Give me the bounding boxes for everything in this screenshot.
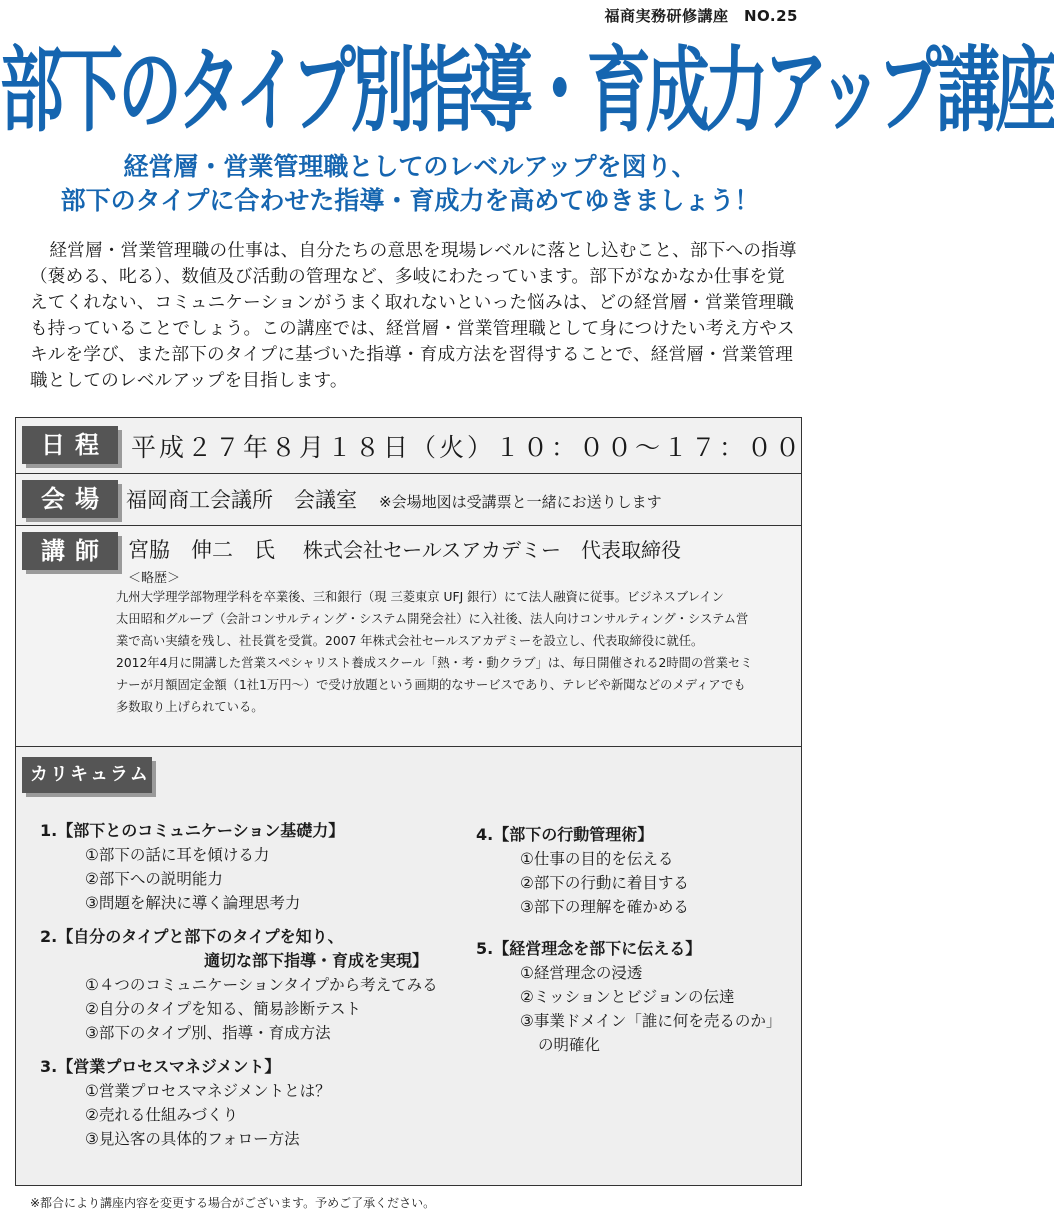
intro-paragraph bbox=[30, 238, 800, 394]
list-item: ①経営理念の浸透 bbox=[520, 964, 643, 982]
bio-line: 多数取り上げられている。 bbox=[116, 700, 264, 714]
venue-name: 福岡商工会議所 会議室 bbox=[126, 488, 357, 512]
list-item-continued: の明確化 bbox=[538, 1036, 601, 1054]
curriculum-section-3 bbox=[40, 1055, 480, 1151]
curriculum-box bbox=[15, 746, 802, 1186]
venue-row bbox=[16, 474, 801, 526]
curriculum-label: カリキュラム bbox=[22, 757, 152, 793]
list-item: ①仕事の目的を伝える bbox=[520, 850, 674, 868]
curriculum-left-column bbox=[40, 819, 480, 1161]
bio-line: 太田昭和グループ（会計コンサルティング・システム開発会社）に入社後、法人向けコンサルティング・システム営 bbox=[116, 612, 749, 626]
section-heading: 2.【自分のタイプと部下のタイプを知り、 bbox=[40, 927, 344, 946]
lecturer-name: 宮脇 伸二 氏 bbox=[128, 538, 275, 562]
venue-label: 会場 bbox=[22, 480, 118, 518]
bio-heading: ＜略歴＞ bbox=[128, 571, 181, 586]
list-item: ①４つのコミュニケーションタイプから考えてみる bbox=[85, 976, 438, 994]
section-heading-continued: 適切な部下指導・育成を実現】 bbox=[204, 951, 429, 970]
subtitle-line-1: 経営層・営業管理職としてのレベルアップを図り、 bbox=[123, 152, 697, 181]
list-item: ③見込客の具体的フォロー方法 bbox=[85, 1130, 300, 1148]
list-item: ③事業ドメイン「誰に何を売るのか」 bbox=[520, 1012, 782, 1030]
bio-line: 業で高い実績を残し、社長賞を受賞。2007 年株式会社セールスアカデミーを設立し、代表取締役に就任。 bbox=[116, 634, 704, 648]
list-item: ②自分のタイプを知る、簡易診断テスト bbox=[85, 1000, 362, 1018]
list-item: ②ミッションとビジョンの伝達 bbox=[520, 988, 735, 1006]
list-item: ①部下の話に耳を傾ける力 bbox=[85, 846, 270, 864]
list-item: ③部下のタイプ別、指導・育成方法 bbox=[85, 1024, 331, 1042]
section-heading: 3.【営業プロセスマネジメント】 bbox=[40, 1057, 281, 1076]
list-item: ②部下の行動に着目する bbox=[520, 874, 689, 892]
curriculum-section-2 bbox=[40, 925, 480, 1045]
subtitle-line-2: 部下のタイプに合わせた指導・育成力を高めてゆきましょう！ bbox=[60, 186, 760, 215]
list-item: ②売れる仕組みづくり bbox=[85, 1106, 239, 1124]
lecturer-bio bbox=[116, 586, 796, 718]
list-item: ②部下への説明能力 bbox=[85, 870, 223, 888]
curriculum-right-column bbox=[476, 823, 796, 1067]
lecturer-row bbox=[16, 526, 801, 746]
section-heading: 1.【部下とのコミュニケーション基礎力】 bbox=[40, 821, 345, 840]
curriculum-section-5 bbox=[476, 937, 796, 1057]
lecturer-label: 講師 bbox=[22, 532, 118, 570]
lecturer-name-line bbox=[128, 534, 681, 564]
footer-note: ※都合により講座内容を変更する場合がございます。予めご了承ください。 bbox=[30, 1196, 436, 1210]
schedule-row bbox=[16, 418, 804, 474]
list-item: ①営業プロセスマネジメントとは？ bbox=[85, 1082, 331, 1100]
list-item: ③部下の理解を確かめる bbox=[520, 898, 689, 916]
section-heading: 4.【部下の行動管理術】 bbox=[476, 825, 654, 844]
curriculum-section-4 bbox=[476, 823, 796, 919]
venue-note: ※会場地図は受講票と一緒にお送りします bbox=[379, 493, 662, 511]
bio-line: ナーが月額固定金額（1社1万円～）で受け放題という画期的なサービスであり、テレビや新聞などのメディアでも bbox=[116, 678, 746, 692]
list-item: ③問題を解決に導く論理思考力 bbox=[85, 894, 301, 912]
intro-text: 経営層・営業管理職の仕事は、自分たちの意思を現場レベルに落とし込むこと、部下への指導（褒める、叱る）、数値及び活動の管理など、多岐にわたっています。部下がなかなか仕事を覚えてくれない、コミュニケーションがうまく取れないといった悩みは、どの経営層・営業管理職も持っていることでしょう。この講座では、経営層・営業管理職として身につけたい考え方やスキルを学び、また部下のタイプに基づいた指導・育成方法を習得することで、経営層・営業管理職としてのレベルアップを目指します。 bbox=[30, 241, 797, 391]
curriculum-section-1 bbox=[40, 819, 480, 915]
series-number: 福商実務研修講座 NO.25 bbox=[604, 7, 798, 25]
subtitle bbox=[0, 150, 820, 218]
schedule-value: 平成２７年８月１８日（火）１０：００～１７：００ bbox=[131, 433, 804, 462]
lecturer-company: 株式会社セールスアカデミー 代表取締役 bbox=[303, 538, 681, 562]
bio-line: 2012年4月に開講した営業スペシャリスト養成スクール「熱・考・動クラブ」は、毎日開催される2時間の営業セミ bbox=[116, 656, 753, 670]
bio-line: 九州大学理学部物理学科を卒業後、三和銀行（現 三菱東京 UFJ 銀行）にて法人融資に従事。ビジネスブレイン bbox=[116, 590, 724, 604]
main-title: 部下のタイプ別指導・育成力アップ講座 bbox=[0, 38, 1054, 146]
section-heading: 5.【経営理念を部下に伝える】 bbox=[476, 939, 702, 958]
event-info-box bbox=[15, 417, 802, 747]
venue-value bbox=[126, 484, 662, 514]
schedule-label: 日程 bbox=[22, 426, 118, 464]
